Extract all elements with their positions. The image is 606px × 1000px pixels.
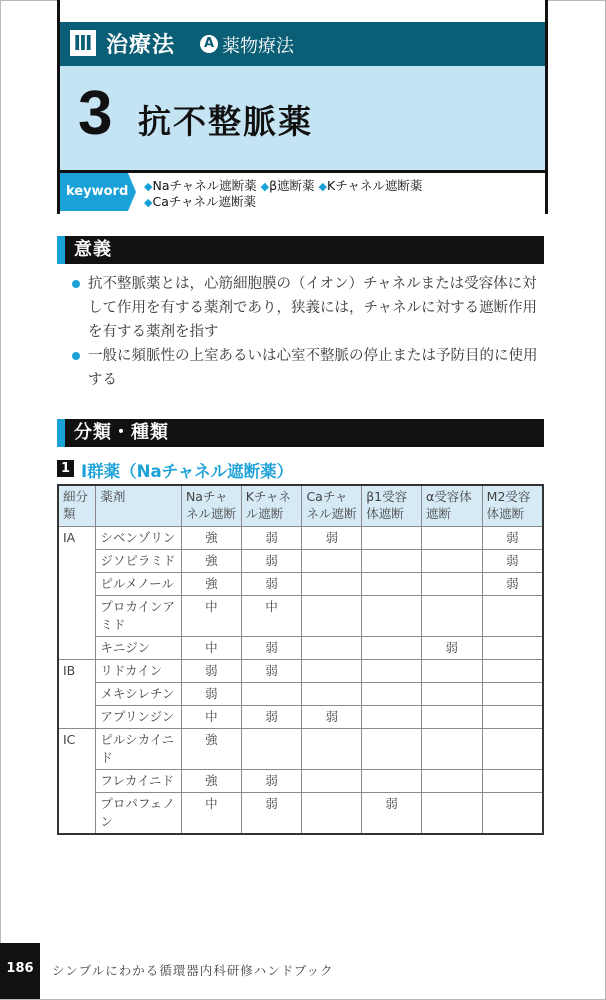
beta-cell	[362, 573, 422, 596]
na-cell: 強	[181, 550, 241, 573]
heading-accent	[57, 236, 65, 264]
chapter-numeral: Ⅲ	[70, 30, 96, 56]
keyword-item: β遮断薬	[269, 178, 315, 193]
alpha-cell: 弱	[421, 637, 482, 660]
beta-cell	[362, 706, 422, 729]
table-row	[58, 706, 543, 729]
drug-cell: ピルメノール	[96, 573, 182, 596]
keyword-label: keyword	[60, 173, 128, 211]
ca-cell	[302, 770, 362, 793]
ca-cell	[302, 793, 362, 835]
na-cell: 弱	[181, 683, 241, 706]
section-heading-text: 意義	[74, 239, 112, 260]
na-cell: 強	[181, 573, 241, 596]
heading-accent	[57, 419, 65, 447]
ca-cell	[302, 683, 362, 706]
m2-cell	[482, 770, 543, 793]
na-cell: 強	[181, 527, 241, 550]
m2-cell	[482, 683, 543, 706]
chapter-bar	[60, 22, 545, 66]
m2-cell	[482, 660, 543, 683]
table-row	[58, 637, 543, 660]
beta-cell	[362, 770, 422, 793]
drug-cell: プロパフェノン	[96, 793, 182, 835]
header-drug: 薬剤	[96, 485, 182, 527]
m2-cell: 弱	[482, 550, 543, 573]
k-cell: 弱	[241, 550, 302, 573]
table-row	[58, 793, 543, 835]
definition-bullets	[72, 272, 547, 392]
m2-cell	[482, 793, 543, 835]
drug-cell: シベンゾリン	[96, 527, 182, 550]
header-alpha: α受容体遮断	[421, 485, 482, 527]
m2-cell	[482, 729, 543, 770]
drug-cell: キニジン	[96, 637, 182, 660]
ca-cell	[302, 596, 362, 637]
diamond-icon: ◆	[318, 180, 327, 193]
beta-cell	[362, 596, 422, 637]
m2-cell	[482, 706, 543, 729]
alpha-cell	[421, 596, 482, 637]
diamond-icon: ◆	[260, 180, 270, 193]
keyword-area	[60, 170, 545, 214]
ca-cell	[302, 637, 362, 660]
section-letter-badge: A	[200, 35, 218, 53]
table-row	[58, 573, 543, 596]
beta-cell	[362, 683, 422, 706]
alpha-cell	[421, 660, 482, 683]
table-row	[58, 550, 543, 573]
na-cell: 中	[181, 793, 241, 835]
table-row	[58, 729, 543, 770]
na-cell: 中	[181, 596, 241, 637]
na-cell: 中	[181, 637, 241, 660]
drug-cell: フレカイニド	[96, 770, 182, 793]
group-cell: ⅠB	[58, 660, 96, 729]
ca-cell: 弱	[302, 706, 362, 729]
drug-table	[57, 484, 544, 835]
subsection-number: 1	[57, 460, 74, 477]
drug-cell: アプリンジン	[96, 706, 182, 729]
k-cell	[241, 729, 302, 770]
beta-cell	[362, 660, 422, 683]
k-cell: 中	[241, 596, 302, 637]
keyword-item: Naチャネル遮断薬	[152, 178, 257, 193]
k-cell: 弱	[241, 660, 302, 683]
chapter-header	[57, 0, 548, 214]
k-cell	[241, 683, 302, 706]
chapter-title: 治療法	[106, 33, 176, 58]
table-row	[58, 660, 543, 683]
keyword-item: Kチャネル遮断薬	[327, 178, 423, 193]
na-cell: 弱	[181, 660, 241, 683]
na-cell: 強	[181, 770, 241, 793]
section-heading-definition	[57, 236, 544, 264]
alpha-cell	[421, 550, 482, 573]
drug-cell: プロカインアミド	[96, 596, 182, 637]
ca-cell	[302, 550, 362, 573]
bullet-item	[72, 272, 547, 344]
drug-cell: ジソピラミド	[96, 550, 182, 573]
drug-cell: ピルシカイニド	[96, 729, 182, 770]
drug-cell: メキシレチン	[96, 683, 182, 706]
keyword-line-2	[144, 192, 256, 210]
beta-cell	[362, 729, 422, 770]
group-cell: ⅠA	[58, 527, 96, 660]
k-cell: 弱	[241, 706, 302, 729]
header-na: Naチャネル遮断	[181, 485, 241, 527]
m2-cell: 弱	[482, 527, 543, 550]
header-k: Kチャネル遮断	[241, 485, 302, 527]
diamond-icon: ◆	[144, 180, 153, 193]
ca-cell	[302, 573, 362, 596]
bullet-dot-icon	[72, 352, 80, 360]
k-cell: 弱	[241, 527, 302, 550]
k-cell: 弱	[241, 573, 302, 596]
alpha-cell	[421, 573, 482, 596]
m2-cell	[482, 637, 543, 660]
k-cell: 弱	[241, 637, 302, 660]
bullet-text: 抗不整脈薬とは，心筋細胞膜の（イオン）チャネルまたは受容体に対して作用を有する薬剤であり，狭義には，チャネルに対する遮断作用を有する薬剤を指す	[88, 276, 538, 340]
keyword-item: Caチャネル遮断薬	[152, 194, 256, 209]
alpha-cell	[421, 683, 482, 706]
table-row	[58, 596, 543, 637]
table-row	[58, 770, 543, 793]
header-beta: β1受容体遮断	[362, 485, 422, 527]
beta-cell: 弱	[362, 793, 422, 835]
bullet-dot-icon	[72, 280, 80, 288]
drug-cell: リドカイン	[96, 660, 182, 683]
section-title: 薬物療法	[222, 36, 294, 57]
k-cell: 弱	[241, 793, 302, 835]
alpha-cell	[421, 527, 482, 550]
beta-cell	[362, 527, 422, 550]
table-row	[58, 527, 543, 550]
table-body	[58, 527, 543, 835]
table-row	[58, 683, 543, 706]
header-ca: Caチャネル遮断	[302, 485, 362, 527]
book-title: シンプルにわかる循環器内科研修ハンドブック	[52, 963, 334, 978]
section-heading-text: 分類・種類	[74, 422, 169, 443]
page-title: 抗不整脈薬	[138, 102, 313, 141]
header-group: 細分類	[58, 485, 96, 527]
m2-cell	[482, 596, 543, 637]
subsection-title: Ⅰ群薬（Naチャネル遮断薬）	[81, 462, 294, 481]
ca-cell	[302, 729, 362, 770]
alpha-cell	[421, 729, 482, 770]
section-heading-classification	[57, 419, 544, 447]
beta-cell	[362, 637, 422, 660]
ca-cell: 弱	[302, 527, 362, 550]
title-number: 3	[78, 79, 113, 148]
bullet-item	[72, 344, 547, 392]
k-cell: 弱	[241, 770, 302, 793]
alpha-cell	[421, 706, 482, 729]
na-cell: 強	[181, 729, 241, 770]
table-header-row	[58, 485, 543, 527]
alpha-cell	[421, 770, 482, 793]
page-number: 186	[0, 943, 40, 999]
bullet-text: 一般に頻脈性の上室あるいは心室不整脈の停止または予防目的に使用する	[88, 348, 538, 388]
header-m2: M2受容体遮断	[482, 485, 543, 527]
title-area	[60, 66, 545, 170]
beta-cell	[362, 550, 422, 573]
diamond-icon: ◆	[144, 196, 153, 209]
alpha-cell	[421, 793, 482, 835]
na-cell: 中	[181, 706, 241, 729]
m2-cell: 弱	[482, 573, 543, 596]
ca-cell	[302, 660, 362, 683]
group-cell: ⅠC	[58, 729, 96, 835]
